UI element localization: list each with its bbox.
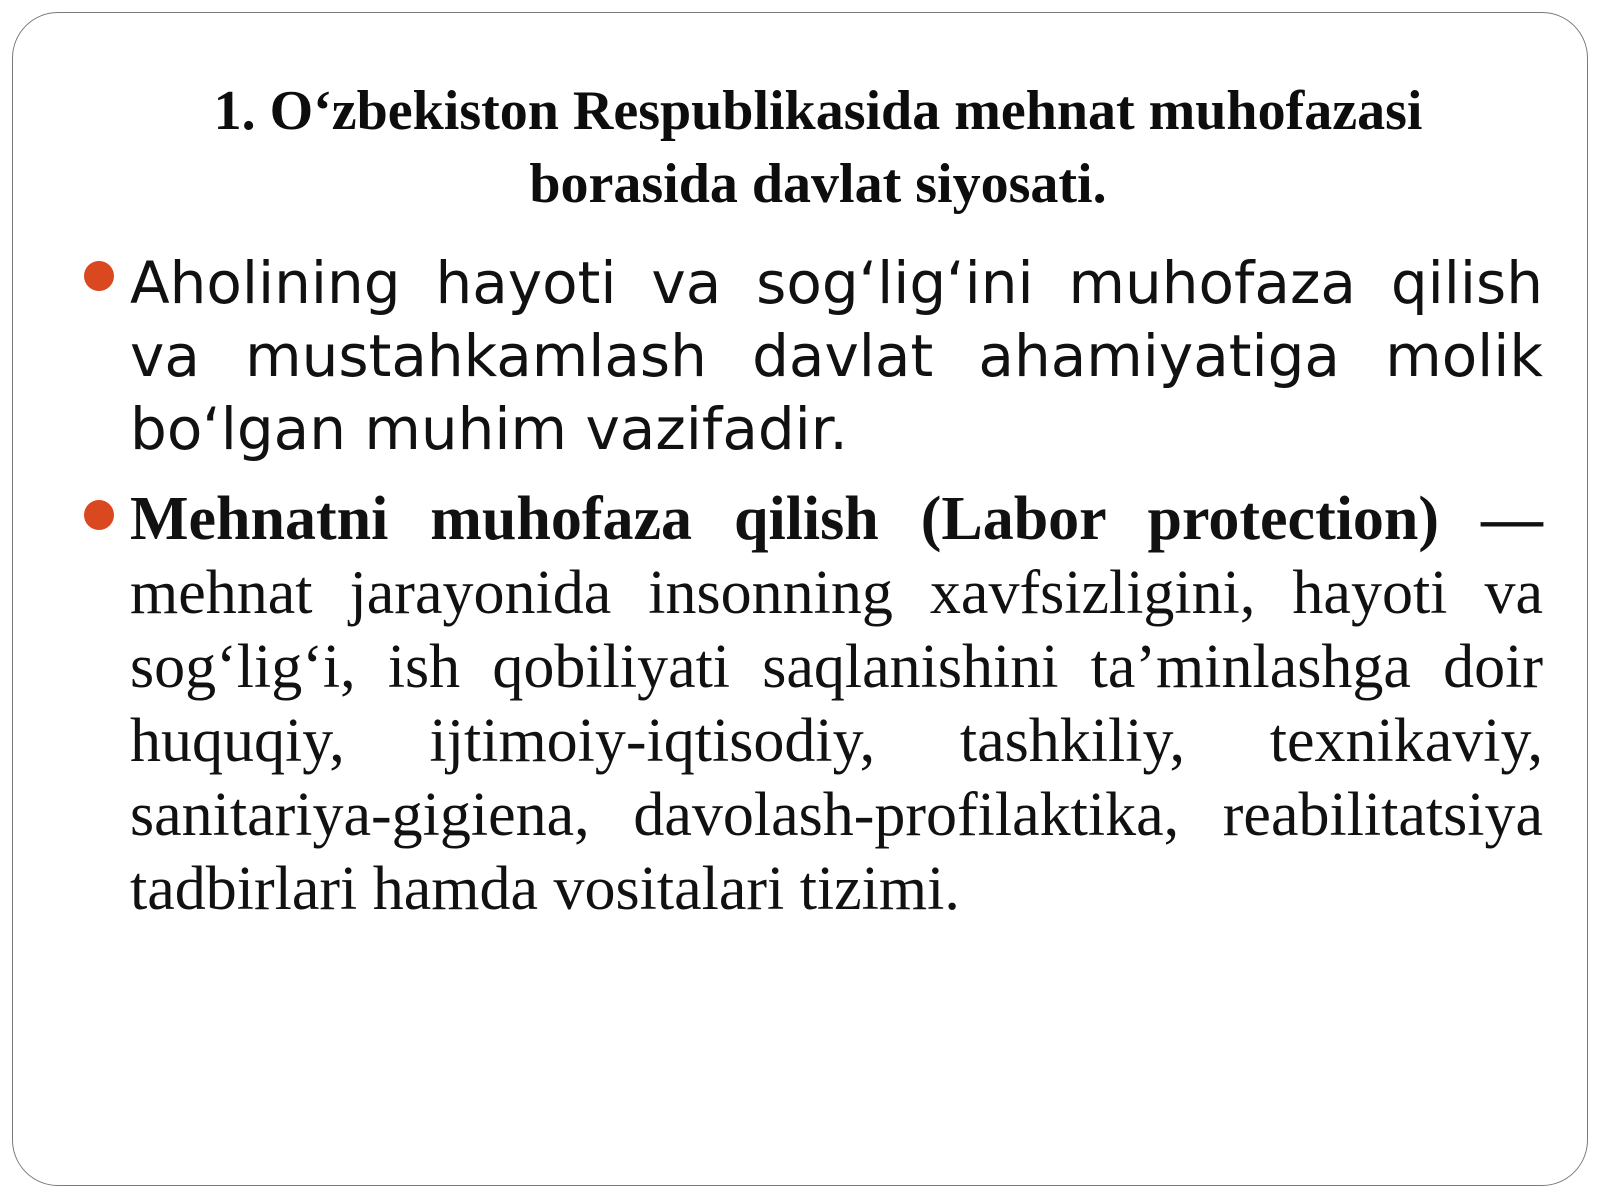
bullet-text: Aholining hayoti va sog‘lig‘ini muhofaza qilish va mustahkamlash davlat ahamiyatiga molik bo‘lgan muhim vazifadir.: [130, 249, 1543, 463]
bullet-dot-icon: [84, 500, 114, 530]
bullet-list: [130, 247, 1543, 926]
bullet-item: [130, 247, 1543, 466]
slide-title: 1. O‘zbekiston Respublikasida mehnat muhofazasi borasida davlat siyosati.: [213, 80, 1423, 215]
definition-term: Mehnatni muhofaza qilish (Labor protection): [130, 485, 1440, 553]
slide-frame: [12, 12, 1588, 1186]
definition-dash: —: [1439, 485, 1544, 553]
definition-text: mehnat jarayonida insonning xavfsizligini, hayoti va sog‘lig‘i, ish qobiliyati saqlanishini ta’minlashga doir huquqiy, ijtimoiy-iqtisodiy, tashkiliy, texnikaviy, sanitariya-gigiena, davolash-profilaktika, reabilitatsiya tadbirlari hamda vositalari tizimi.: [130, 559, 1543, 923]
bullet-item: [130, 482, 1543, 926]
bullet-dot-icon: [84, 261, 114, 291]
